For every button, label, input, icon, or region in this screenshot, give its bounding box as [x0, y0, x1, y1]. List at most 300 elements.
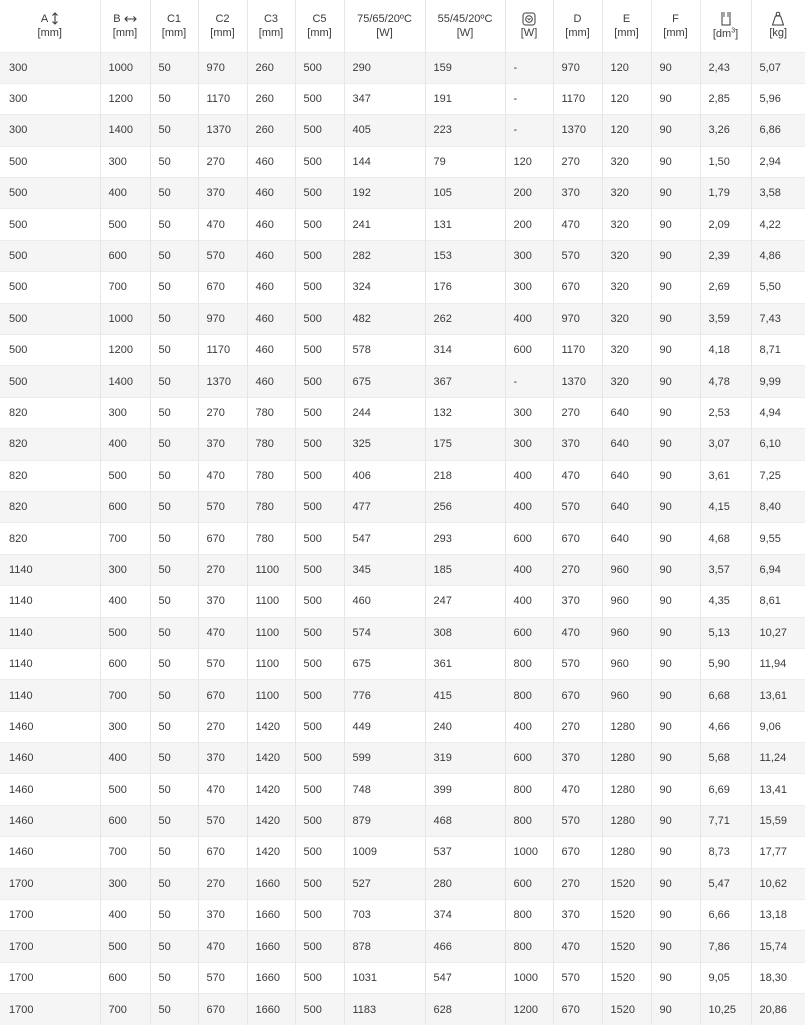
table-cell-a: 500 [0, 146, 100, 177]
table-cell-f: 90 [651, 460, 700, 491]
table-cell-p55: 105 [425, 178, 505, 209]
table-cell-f: 90 [651, 711, 700, 742]
table-cell-p75: 675 [344, 366, 425, 397]
table-cell-a: 500 [0, 240, 100, 271]
table-cell-a: 1140 [0, 680, 100, 711]
table-cell-c1: 50 [150, 83, 198, 114]
table-cell-c3: 1660 [247, 931, 295, 962]
table-cell-vol: 4,18 [700, 335, 751, 366]
table-cell-c2: 970 [198, 303, 247, 334]
table-cell-p55: 367 [425, 366, 505, 397]
table-cell-c5: 500 [295, 554, 344, 585]
table-cell-p75: 345 [344, 554, 425, 585]
table-cell-c3: 460 [247, 335, 295, 366]
table-row [0, 272, 805, 303]
table-cell-b: 400 [100, 586, 150, 617]
header-d [553, 0, 602, 52]
table-cell-wt: 4,22 [751, 209, 805, 240]
table-cell-c5: 500 [295, 146, 344, 177]
header-c5 [295, 0, 344, 52]
table-cell-c1: 50 [150, 52, 198, 83]
table-cell-p55: 175 [425, 429, 505, 460]
table-cell-b: 600 [100, 240, 150, 271]
table-cell-c5: 500 [295, 900, 344, 931]
table-cell-heater: 800 [505, 680, 553, 711]
table-cell-heater: 800 [505, 774, 553, 805]
table-row [0, 837, 805, 868]
table-cell-e: 960 [602, 648, 651, 679]
table-cell-f: 90 [651, 805, 700, 836]
table-cell-a: 1700 [0, 900, 100, 931]
table-cell-p55: 223 [425, 115, 505, 146]
table-cell-c2: 270 [198, 868, 247, 899]
table-cell-d: 270 [553, 554, 602, 585]
header-label: C3 [248, 12, 295, 26]
table-cell-c2: 270 [198, 711, 247, 742]
header-unit: [mm] [199, 26, 247, 40]
table-cell-p55: 466 [425, 931, 505, 962]
header-label: D [554, 12, 602, 26]
table-cell-f: 90 [651, 900, 700, 931]
table-cell-vol: 5,68 [700, 743, 751, 774]
table-cell-vol: 5,13 [700, 617, 751, 648]
table-cell-wt: 13,41 [751, 774, 805, 805]
table-cell-e: 320 [602, 209, 651, 240]
table-cell-heater: 400 [505, 554, 553, 585]
table-cell-c1: 50 [150, 680, 198, 711]
table-cell-d: 270 [553, 711, 602, 742]
table-cell-b: 600 [100, 648, 150, 679]
table-cell-c2: 670 [198, 837, 247, 868]
table-cell-wt: 11,24 [751, 743, 805, 774]
table-cell-wt: 10,27 [751, 617, 805, 648]
table-cell-c1: 50 [150, 178, 198, 209]
table-cell-d: 1370 [553, 366, 602, 397]
table-cell-f: 90 [651, 397, 700, 428]
table-cell-a: 820 [0, 429, 100, 460]
table-cell-wt: 20,86 [751, 994, 805, 1025]
table-cell-b: 700 [100, 680, 150, 711]
table-row [0, 178, 805, 209]
table-cell-e: 960 [602, 586, 651, 617]
table-cell-p55: 628 [425, 994, 505, 1025]
table-cell-d: 570 [553, 805, 602, 836]
table-cell-c1: 50 [150, 397, 198, 428]
table-cell-e: 640 [602, 523, 651, 554]
table-cell-f: 90 [651, 586, 700, 617]
table-row [0, 429, 805, 460]
table-cell-c3: 1420 [247, 743, 295, 774]
header-unit: [mm] [554, 26, 602, 40]
table-cell-c5: 500 [295, 209, 344, 240]
header-volume [700, 0, 751, 52]
table-row [0, 586, 805, 617]
table-cell-c1: 50 [150, 962, 198, 993]
table-cell-wt: 9,06 [751, 711, 805, 742]
table-cell-c5: 500 [295, 931, 344, 962]
table-cell-p55: 131 [425, 209, 505, 240]
table-cell-p75: 482 [344, 303, 425, 334]
table-cell-p55: 176 [425, 272, 505, 303]
table-cell-heater: 1000 [505, 837, 553, 868]
table-cell-vol: 1,79 [700, 178, 751, 209]
table-cell-f: 90 [651, 303, 700, 334]
table-cell-p75: 547 [344, 523, 425, 554]
header-label: 75/65/20ºC [345, 12, 425, 26]
table-cell-p55: 262 [425, 303, 505, 334]
table-cell-f: 90 [651, 366, 700, 397]
table-cell-c1: 50 [150, 115, 198, 146]
table-cell-b: 1000 [100, 303, 150, 334]
table-cell-f: 90 [651, 272, 700, 303]
table-cell-c5: 500 [295, 429, 344, 460]
table-cell-heater: 800 [505, 805, 553, 836]
table-cell-heater: - [505, 52, 553, 83]
table-cell-d: 670 [553, 994, 602, 1025]
table-cell-b: 500 [100, 931, 150, 962]
table-cell-c5: 500 [295, 805, 344, 836]
header-power-55 [425, 0, 505, 52]
table-cell-c1: 50 [150, 805, 198, 836]
table-cell-c5: 500 [295, 962, 344, 993]
table-cell-vol: 9,05 [700, 962, 751, 993]
header-a [0, 0, 100, 52]
table-row [0, 366, 805, 397]
header-row [0, 0, 805, 52]
table-cell-vol: 3,59 [700, 303, 751, 334]
table-cell-wt: 5,96 [751, 83, 805, 114]
table-row [0, 303, 805, 334]
table-cell-p55: 132 [425, 397, 505, 428]
table-cell-wt: 7,43 [751, 303, 805, 334]
table-row [0, 711, 805, 742]
table-cell-c1: 50 [150, 523, 198, 554]
table-cell-wt: 5,07 [751, 52, 805, 83]
table-cell-c1: 50 [150, 272, 198, 303]
header-label: C1 [151, 12, 198, 26]
table-cell-c2: 270 [198, 554, 247, 585]
table-cell-vol: 2,53 [700, 397, 751, 428]
table-row [0, 209, 805, 240]
weight-icon [771, 11, 785, 26]
table-cell-wt: 6,94 [751, 554, 805, 585]
table-cell-c2: 1370 [198, 115, 247, 146]
table-cell-p55: 374 [425, 900, 505, 931]
table-cell-c3: 780 [247, 460, 295, 491]
table-cell-p55: 399 [425, 774, 505, 805]
table-cell-vol: 4,78 [700, 366, 751, 397]
table-cell-d: 370 [553, 586, 602, 617]
table-cell-f: 90 [651, 680, 700, 711]
table-cell-c3: 1420 [247, 837, 295, 868]
table-cell-a: 500 [0, 272, 100, 303]
table-cell-c3: 460 [247, 209, 295, 240]
table-cell-b: 500 [100, 460, 150, 491]
table-cell-wt: 13,18 [751, 900, 805, 931]
table-cell-d: 670 [553, 837, 602, 868]
header-b [100, 0, 150, 52]
table-row [0, 994, 805, 1025]
table-cell-d: 470 [553, 209, 602, 240]
table-cell-vol: 7,71 [700, 805, 751, 836]
horizontal-arrow-icon [124, 15, 137, 23]
table-row [0, 648, 805, 679]
table-cell-p55: 547 [425, 962, 505, 993]
header-label: A [41, 13, 48, 25]
table-cell-p55: 280 [425, 868, 505, 899]
table-cell-vol: 5,90 [700, 648, 751, 679]
table-cell-c1: 50 [150, 586, 198, 617]
table-cell-heater: 300 [505, 397, 553, 428]
table-cell-wt: 17,77 [751, 837, 805, 868]
table-cell-c1: 50 [150, 931, 198, 962]
table-cell-b: 300 [100, 868, 150, 899]
table-cell-c5: 500 [295, 335, 344, 366]
table-cell-p75: 405 [344, 115, 425, 146]
table-cell-wt: 18,30 [751, 962, 805, 993]
table-row [0, 491, 805, 522]
table-cell-f: 90 [651, 837, 700, 868]
table-cell-c2: 370 [198, 900, 247, 931]
table-cell-a: 500 [0, 209, 100, 240]
table-cell-p75: 324 [344, 272, 425, 303]
table-cell-c3: 1660 [247, 994, 295, 1025]
table-cell-c3: 460 [247, 178, 295, 209]
table-cell-b: 300 [100, 711, 150, 742]
table-cell-a: 820 [0, 491, 100, 522]
table-row [0, 774, 805, 805]
table-cell-c2: 970 [198, 52, 247, 83]
header-unit: [mm] [652, 26, 700, 40]
table-cell-c5: 500 [295, 868, 344, 899]
table-row [0, 900, 805, 931]
table-cell-f: 90 [651, 209, 700, 240]
table-cell-vol: 2,69 [700, 272, 751, 303]
table-cell-b: 1200 [100, 83, 150, 114]
table-cell-f: 90 [651, 931, 700, 962]
table-cell-p55: 79 [425, 146, 505, 177]
table-cell-c3: 460 [247, 366, 295, 397]
table-cell-b: 1000 [100, 52, 150, 83]
table-cell-c2: 670 [198, 680, 247, 711]
table-cell-heater: - [505, 115, 553, 146]
table-cell-e: 1520 [602, 868, 651, 899]
table-cell-wt: 8,61 [751, 586, 805, 617]
table-cell-c1: 50 [150, 743, 198, 774]
table-cell-vol: 6,68 [700, 680, 751, 711]
table-cell-p75: 244 [344, 397, 425, 428]
table-cell-heater: 200 [505, 178, 553, 209]
table-cell-b: 600 [100, 962, 150, 993]
table-cell-heater: 600 [505, 743, 553, 774]
table-cell-p75: 325 [344, 429, 425, 460]
table-cell-b: 400 [100, 900, 150, 931]
table-cell-c2: 270 [198, 397, 247, 428]
table-cell-e: 120 [602, 115, 651, 146]
table-row [0, 554, 805, 585]
table-cell-e: 320 [602, 178, 651, 209]
table-cell-d: 970 [553, 52, 602, 83]
table-cell-b: 1400 [100, 115, 150, 146]
table-cell-p75: 282 [344, 240, 425, 271]
table-cell-d: 670 [553, 680, 602, 711]
table-cell-wt: 2,94 [751, 146, 805, 177]
table-cell-heater: 1000 [505, 962, 553, 993]
table-cell-f: 90 [651, 52, 700, 83]
table-cell-c3: 460 [247, 303, 295, 334]
table-cell-c3: 1100 [247, 586, 295, 617]
table-cell-e: 1280 [602, 837, 651, 868]
header-unit: $[dm^3]$ [701, 27, 751, 41]
table-cell-vol: 3,57 [700, 554, 751, 585]
table-cell-a: 1700 [0, 931, 100, 962]
table-cell-c1: 50 [150, 837, 198, 868]
table-cell-a: 1460 [0, 774, 100, 805]
table-cell-p55: 159 [425, 52, 505, 83]
table-cell-p55: 468 [425, 805, 505, 836]
table-cell-b: 300 [100, 146, 150, 177]
table-cell-f: 90 [651, 774, 700, 805]
water-volume-icon [720, 11, 732, 27]
table-cell-f: 90 [651, 429, 700, 460]
table-cell-c1: 50 [150, 460, 198, 491]
table-cell-p55: 247 [425, 586, 505, 617]
table-cell-p75: 1031 [344, 962, 425, 993]
table-cell-a: 1460 [0, 743, 100, 774]
table-cell-c3: 1100 [247, 648, 295, 679]
table-cell-c3: 1660 [247, 962, 295, 993]
table-cell-c5: 500 [295, 366, 344, 397]
table-cell-heater: - [505, 83, 553, 114]
table-cell-heater: 400 [505, 491, 553, 522]
table-cell-d: 570 [553, 491, 602, 522]
table-cell-a: 1140 [0, 554, 100, 585]
table-cell-p55: 319 [425, 743, 505, 774]
table-cell-a: 1460 [0, 837, 100, 868]
table-row [0, 83, 805, 114]
table-cell-heater: 600 [505, 335, 553, 366]
table-cell-p75: 192 [344, 178, 425, 209]
table-cell-vol: 4,66 [700, 711, 751, 742]
table-cell-f: 90 [651, 115, 700, 146]
table-cell-vol: 1,50 [700, 146, 751, 177]
table-cell-p75: 1009 [344, 837, 425, 868]
table-cell-c5: 500 [295, 397, 344, 428]
table-cell-e: 1280 [602, 711, 651, 742]
table-cell-d: 370 [553, 178, 602, 209]
table-cell-wt: 11,94 [751, 648, 805, 679]
table-cell-wt: 9,99 [751, 366, 805, 397]
table-cell-wt: 15,59 [751, 805, 805, 836]
table-cell-b: 500 [100, 209, 150, 240]
table-cell-e: 1520 [602, 994, 651, 1025]
table-cell-p75: 703 [344, 900, 425, 931]
table-cell-c1: 50 [150, 209, 198, 240]
table-cell-e: 1520 [602, 931, 651, 962]
table-cell-f: 90 [651, 743, 700, 774]
header-unit: [W] [426, 26, 505, 40]
table-cell-a: 1460 [0, 805, 100, 836]
table-cell-vol: 6,66 [700, 900, 751, 931]
table-cell-wt: 6,86 [751, 115, 805, 146]
table-cell-f: 90 [651, 240, 700, 271]
table-cell-c2: 470 [198, 460, 247, 491]
unit-superscript: 3 [731, 27, 735, 34]
table-cell-e: 960 [602, 554, 651, 585]
table-cell-vol: 4,35 [700, 586, 751, 617]
table-cell-vol: 2,43 [700, 52, 751, 83]
table-cell-b: 600 [100, 805, 150, 836]
table-cell-d: 1370 [553, 115, 602, 146]
table-cell-a: 1700 [0, 962, 100, 993]
table-cell-vol: 3,61 [700, 460, 751, 491]
table-cell-c2: 570 [198, 648, 247, 679]
table-cell-p55: 537 [425, 837, 505, 868]
table-cell-d: 270 [553, 868, 602, 899]
table-cell-c3: 1420 [247, 805, 295, 836]
header-c1 [150, 0, 198, 52]
table-cell-b: 400 [100, 178, 150, 209]
table-cell-c3: 260 [247, 52, 295, 83]
table-cell-c5: 500 [295, 52, 344, 83]
table-cell-vol: 4,15 [700, 491, 751, 522]
table-cell-c3: 1100 [247, 680, 295, 711]
header-f [651, 0, 700, 52]
table-cell-c1: 50 [150, 900, 198, 931]
header-weight [751, 0, 805, 52]
table-row [0, 868, 805, 899]
table-cell-c1: 50 [150, 491, 198, 522]
table-cell-c2: 1370 [198, 366, 247, 397]
table-cell-a: 1140 [0, 586, 100, 617]
table-cell-wt: 4,86 [751, 240, 805, 271]
table-cell-heater: - [505, 366, 553, 397]
table-cell-f: 90 [651, 83, 700, 114]
table-cell-c3: 780 [247, 397, 295, 428]
table-row [0, 962, 805, 993]
table-cell-heater: 600 [505, 523, 553, 554]
table-cell-a: 500 [0, 303, 100, 334]
table-cell-heater: 120 [505, 146, 553, 177]
table-cell-c5: 500 [295, 178, 344, 209]
table-cell-c5: 500 [295, 680, 344, 711]
table-cell-f: 90 [651, 994, 700, 1025]
table-cell-p55: 153 [425, 240, 505, 271]
table-cell-d: 570 [553, 648, 602, 679]
table-cell-heater: 600 [505, 868, 553, 899]
table-cell-heater: 800 [505, 648, 553, 679]
table-cell-p75: 776 [344, 680, 425, 711]
table-cell-wt: 8,71 [751, 335, 805, 366]
table-cell-vol: 8,73 [700, 837, 751, 868]
table-cell-b: 400 [100, 743, 150, 774]
table-row [0, 52, 805, 83]
table-cell-c2: 370 [198, 586, 247, 617]
table-cell-wt: 6,10 [751, 429, 805, 460]
table-cell-c1: 50 [150, 774, 198, 805]
table-cell-d: 370 [553, 900, 602, 931]
table-cell-c1: 50 [150, 617, 198, 648]
header-label: C5 [296, 12, 344, 26]
table-cell-vol: 3,26 [700, 115, 751, 146]
table-cell-c5: 500 [295, 303, 344, 334]
table-row [0, 460, 805, 491]
table-cell-c3: 460 [247, 272, 295, 303]
table-cell-e: 1520 [602, 900, 651, 931]
table-row [0, 617, 805, 648]
table-row [0, 743, 805, 774]
table-cell-heater: 1200 [505, 994, 553, 1025]
